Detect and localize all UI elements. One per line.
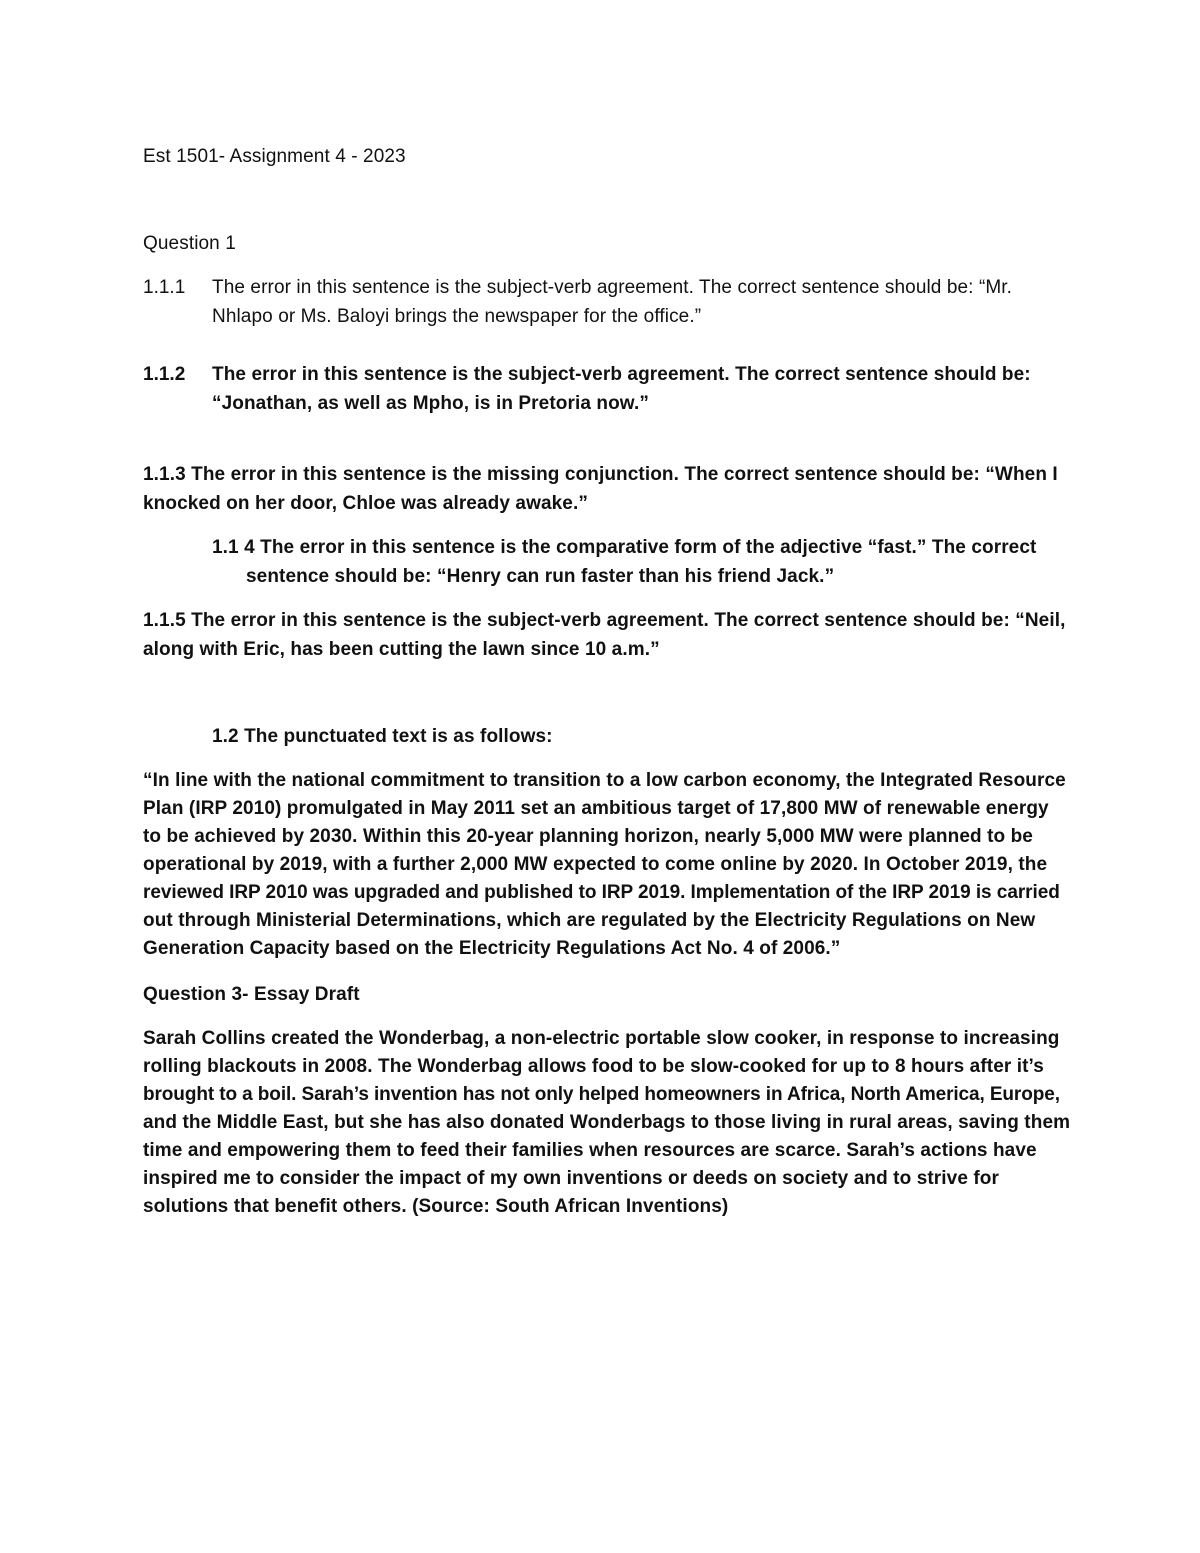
item-1-1-4-line-1: 1.1 4 The error in this sentence is the comparative form of the adjective “fast.” The correct [212, 537, 1037, 558]
item-1-1-2-line-2: “Jonathan, as well as Mpho, is in Pretoria now.” [212, 393, 649, 414]
punctuated-text-line: reviewed IRP 2010 was upgraded and published to IRP 2019. Implementation of the IRP 2019 is carried [143, 882, 1060, 903]
essay-line: solutions that benefit others. (Source: South African Inventions) [143, 1196, 729, 1217]
essay-line: rolling blackouts in 2008. The Wonderbag allows food to be slow-cooked for up to 8 hours after it’s [143, 1056, 1044, 1077]
item-1-1-3-line-2: knocked on her door, Chloe was already awake.” [143, 493, 588, 514]
punctuated-text-line: “In line with the national commitment to transition to a low carbon economy, the Integrated Resource [143, 770, 1066, 791]
essay-line: brought to a boil. Sarah’s invention has not only helped homeowners in Africa, North America, Europe, [143, 1084, 1060, 1105]
essay-line: time and empowering them to feed their families when resources are scarce. Sarah’s actions have [143, 1140, 1037, 1161]
question-1-heading: Question 1 [143, 233, 236, 254]
punctuated-text-line: operational by 2019, with a further 2,000 MW expected to come online by 2020. In October 2019, the [143, 854, 1048, 875]
document-header: Est 1501- Assignment 4 - 2023 [143, 146, 406, 167]
item-1-1-5-line-1: 1.1.5 The error in this sentence is the subject-verb agreement. The correct sentence should be: “Neil, [143, 610, 1066, 631]
item-1-1-5-line-2: along with Eric, has been cutting the lawn since 10 a.m.” [143, 639, 660, 660]
question-3-heading: Question 3- Essay Draft [143, 984, 360, 1005]
item-number-1-1-2: 1.1.2 [143, 364, 186, 385]
item-1-1-1-line-1: The error in this sentence is the subject-verb agreement. The correct sentence should be: “Mr. [212, 277, 1013, 298]
punctuated-text-line: out through Ministerial Determinations, which are regulated by the Electricity Regulations on New [143, 910, 1036, 931]
item-1-1-2-line-1: The error in this sentence is the subject-verb agreement. The correct sentence should be: [212, 364, 1031, 385]
punctuated-text-line: Plan (IRP 2010) promulgated in May 2011 set an ambitious target of 17,800 MW of renewable energy [143, 798, 1049, 819]
item-number-1-1-1: 1.1.1 [143, 277, 186, 298]
essay-line: inspired me to consider the impact of my own inventions or deeds on society and to strive for [143, 1168, 1000, 1189]
punctuated-text-line: to be achieved by 2030. Within this 20-year planning horizon, nearly 5,000 MW were planned to be [143, 826, 1033, 847]
item-1-1-4-line-2: sentence should be: “Henry can run faster than his friend Jack.” [246, 566, 835, 587]
essay-line: Sarah Collins created the Wonderbag, a non-electric portable slow cooker, in response to increasing [143, 1028, 1060, 1049]
item-1-1-1-line-2: Nhlapo or Ms. Baloyi brings the newspaper for the office.” [212, 306, 702, 327]
essay-line: and the Middle East, but she has also donated Wonderbags to those living in rural areas, saving them [143, 1112, 1071, 1133]
item-1-1-3-line-1: 1.1.3 The error in this sentence is the missing conjunction. The correct sentence should be: “When I [143, 464, 1058, 485]
item-1-2-heading: 1.2 The punctuated text is as follows: [212, 726, 553, 747]
punctuated-text-line: Generation Capacity based on the Electricity Regulations Act No. 4 of 2006.” [143, 938, 841, 959]
